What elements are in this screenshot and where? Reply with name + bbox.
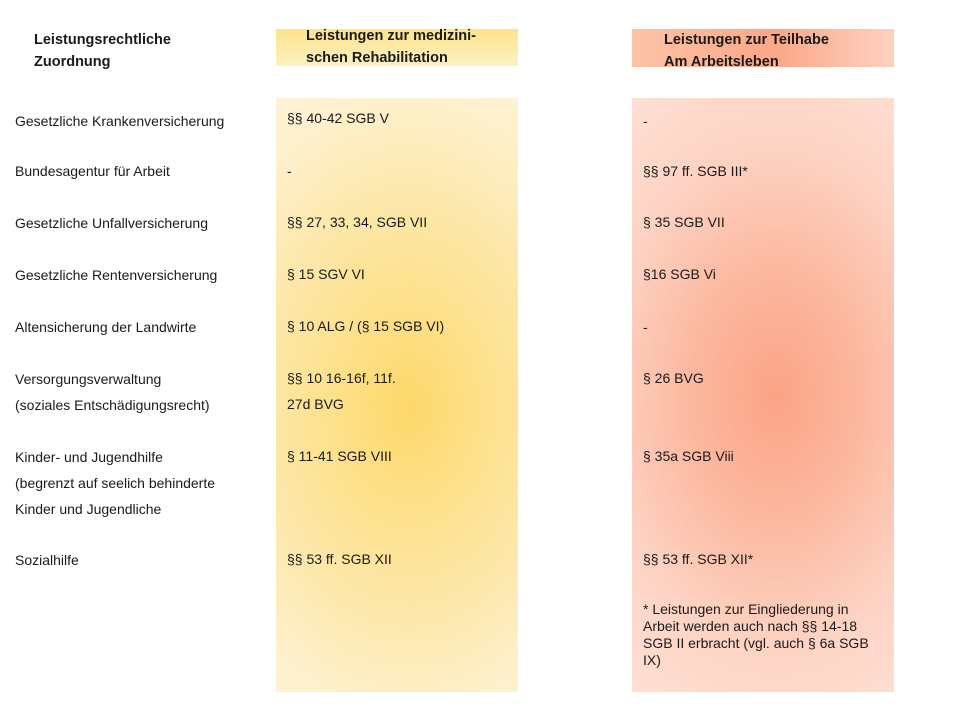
row-label: Gesetzliche Krankenversicherung [15,113,225,129]
row-medical-cell: §§ 10 16-16f, 11f. 27d BVG [287,370,396,412]
row-medical-cell: § 11-41 SGB VIII [287,448,392,464]
row-work-cell: §§ 53 ff. SGB XII* [643,551,754,567]
row-work-cell: - [643,319,648,335]
row-work-cell: § 35a SGB Viii [643,448,734,464]
header-line: schen Rehabilitation [306,50,448,66]
header-line: Am Arbeitsleben [664,54,779,70]
footnote: * Leistungen zur Eingliederung in Arbeit werden auch nach §§ 14-18 SGB II erbracht (vgl. auch § 6a SGB IX) [643,601,869,668]
header-work-participation [632,29,894,70]
row-label: Sozialhilfe [15,552,79,568]
row-label: Gesetzliche Unfallversicherung [15,215,208,231]
row-medical-cell: §§ 27, 33, 34, SGB VII [287,214,428,230]
header-line: Zuordnung [34,54,111,70]
row-medical-cell: - [287,163,292,179]
header-line: Leistungsrechtliche [34,32,171,48]
row-label: Altensicherung der Landwirte [15,319,197,335]
row-medical-cell: §§ 40-42 SGB V [287,110,389,126]
row-medical-cell: § 15 SGV VI [287,266,365,282]
row-work-cell: § 26 BVG [643,370,704,386]
row-label: Kinder- und Jugendhilfe (begrenzt auf seelich behinderte Kinder und Jugendliche [15,449,216,517]
header-line: Leistungen zur Teilhabe [664,32,829,48]
row-label: Gesetzliche Rentenversicherung [15,267,218,283]
header-legal-assignment [34,29,171,73]
row-work-cell: §§ 97 ff. SGB III* [643,163,748,179]
row-label: Bundesagentur für Arbeit [15,163,170,179]
row-work-cell: §16 SGB Vi [643,266,716,282]
header-line: Leistungen zur medizini- [306,28,476,44]
header-medical-rehab [276,29,518,66]
row-medical-cell: §§ 53 ff. SGB XII [287,551,392,567]
row-label: Versorgungsverwaltung (soziales Entschädigungsrecht) [15,371,210,413]
row-work-cell: - [643,113,648,129]
row-work-cell: § 35 SGB VII [643,214,725,230]
row-medical-cell: § 10 ALG / (§ 15 SGB VI) [287,318,445,334]
